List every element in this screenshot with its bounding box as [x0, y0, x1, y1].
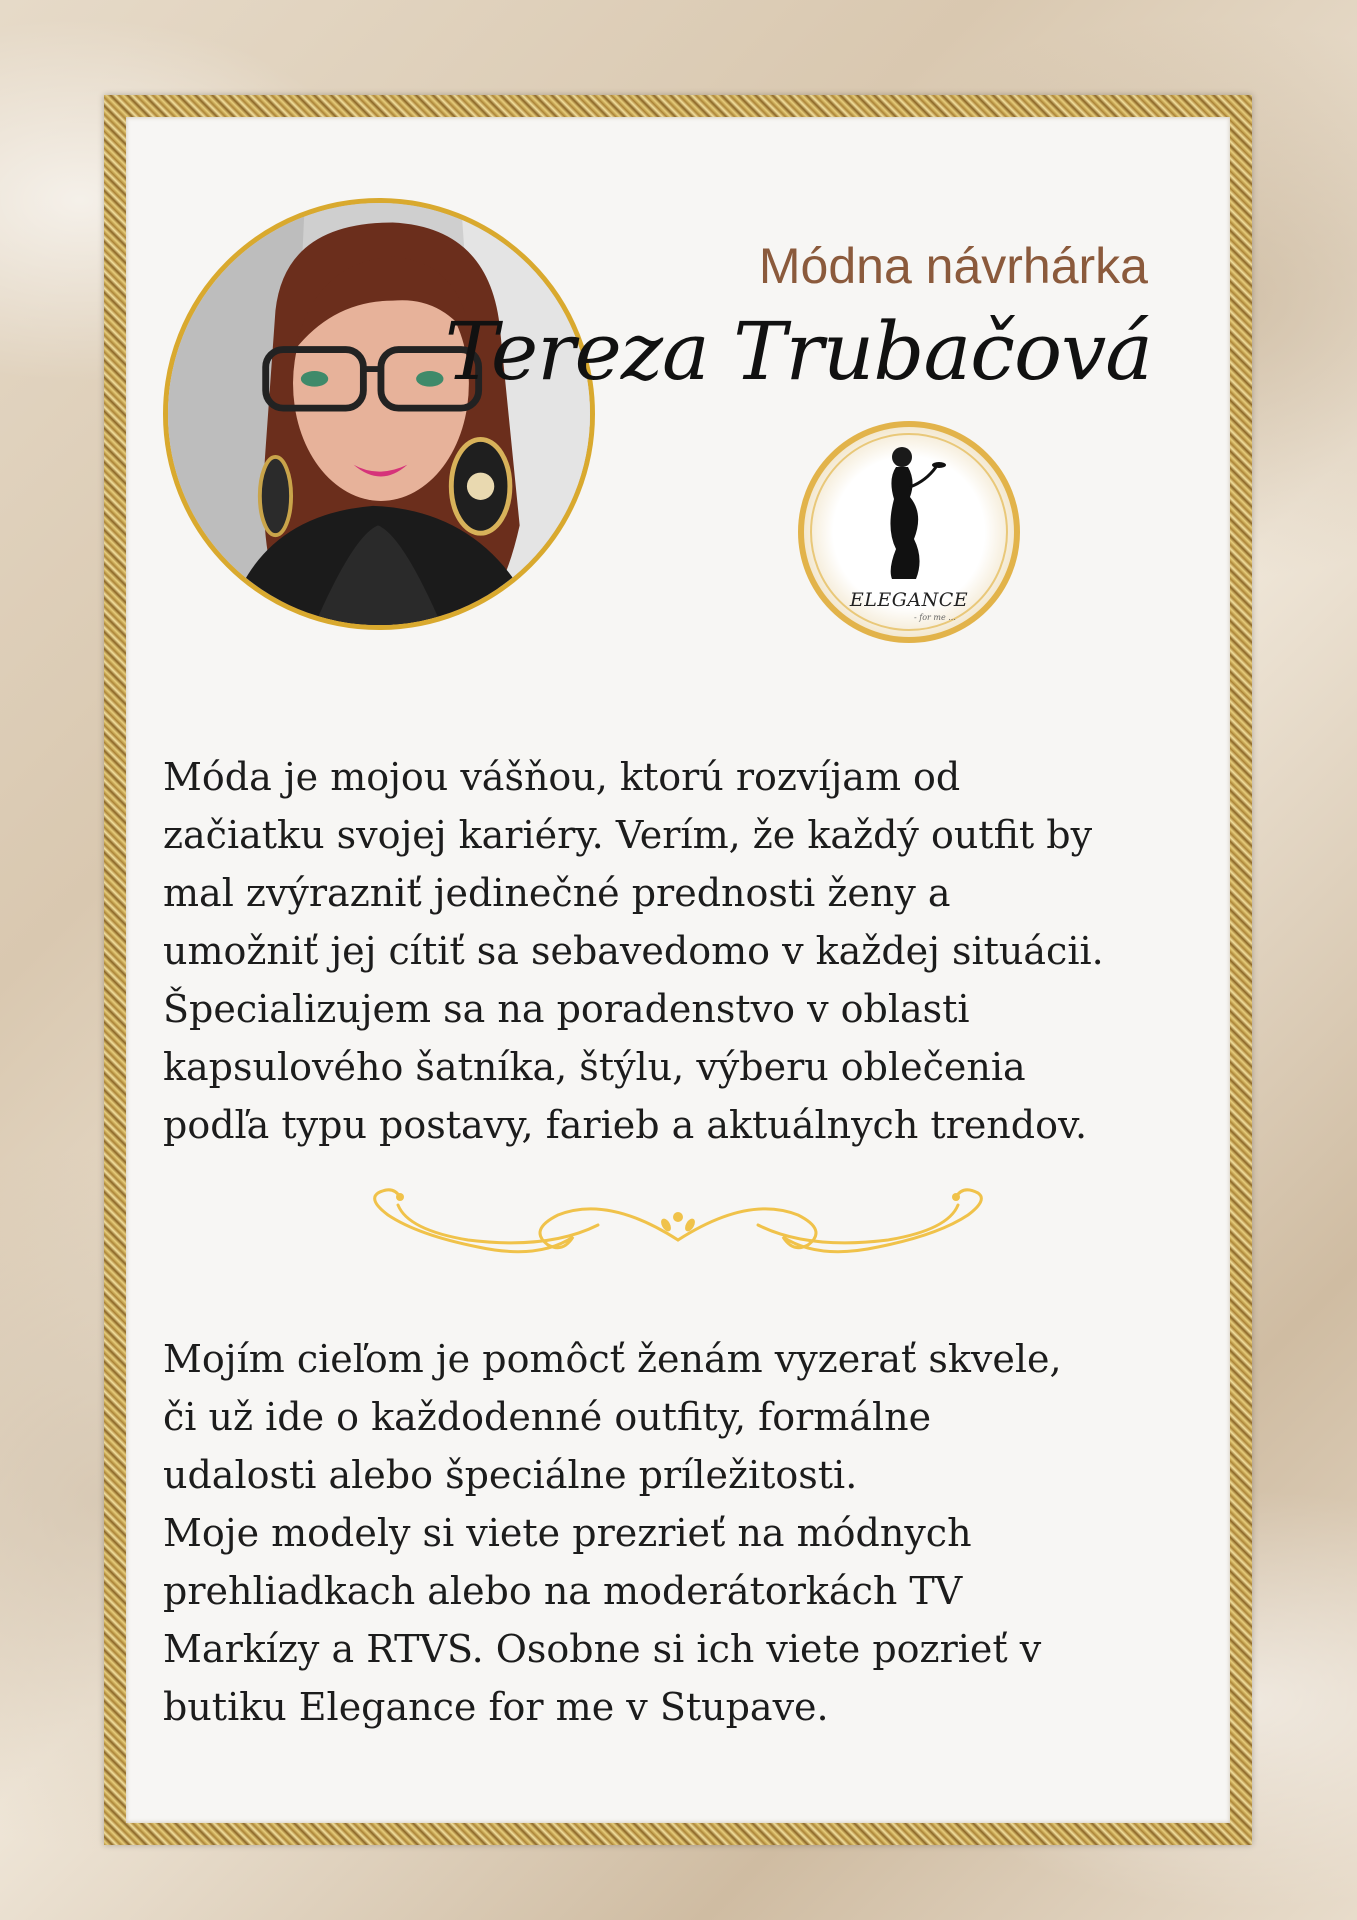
intro-paragraph	[163, 748, 1173, 1154]
portrait-illustration	[168, 203, 590, 625]
paragraph-line: kapsulového šatníka, štýlu, výberu oblečenia	[163, 1045, 1026, 1089]
portrait-photo	[163, 198, 595, 630]
paragraph-line: Móda je mojou vášňou, ktorú rozvíjam od	[163, 755, 961, 799]
glitter-frame	[104, 95, 1252, 1845]
paragraph-line: Mojím cieľom je pomôcť ženám vyzerať skvele,	[163, 1337, 1062, 1381]
paragraph-line: Markízy a RTVS. Osobne si ich viete pozrieť v	[163, 1627, 1042, 1671]
paragraph-line: či už ide o každodenné outfity, formálne	[163, 1395, 932, 1439]
paragraph-line: mal zvýrazniť jedinečné prednosti ženy a	[163, 871, 951, 915]
paragraph-line: umožniť jej cítiť sa sebavedomo v každej situácii.	[163, 929, 1104, 973]
goal-paragraph	[163, 1330, 1173, 1736]
logo-brand-text: ELEGANCE	[849, 589, 969, 611]
paragraph-line: Moje modely si viete prezrieť na módnych	[163, 1511, 972, 1555]
paragraph-line: začiatku svojej kariéry. Verím, že každý outfit by	[163, 813, 1093, 857]
paragraph-line: prehliadkach alebo na moderátorkách TV	[163, 1569, 963, 1613]
paragraph-line: podľa typu postavy, farieb a aktuálnych trendov.	[163, 1103, 1088, 1147]
paragraph-line: udalosti alebo špeciálne príležitosti.	[163, 1453, 858, 1497]
paragraph-line: Špecializujem sa na poradenstvo v oblasti	[163, 987, 970, 1031]
logo-emblem-icon	[796, 419, 1022, 645]
logo-tagline: - for me ...	[914, 613, 956, 622]
card	[126, 117, 1230, 1823]
flourish-divider-icon	[348, 1185, 1008, 1265]
paragraph-line: butiku Elegance for me v Stupave.	[163, 1685, 829, 1729]
job-title: Módna návrhárka	[758, 238, 1148, 294]
designer-name: Tereza Trubačová	[444, 305, 1152, 398]
elegance-logo	[796, 419, 1022, 645]
